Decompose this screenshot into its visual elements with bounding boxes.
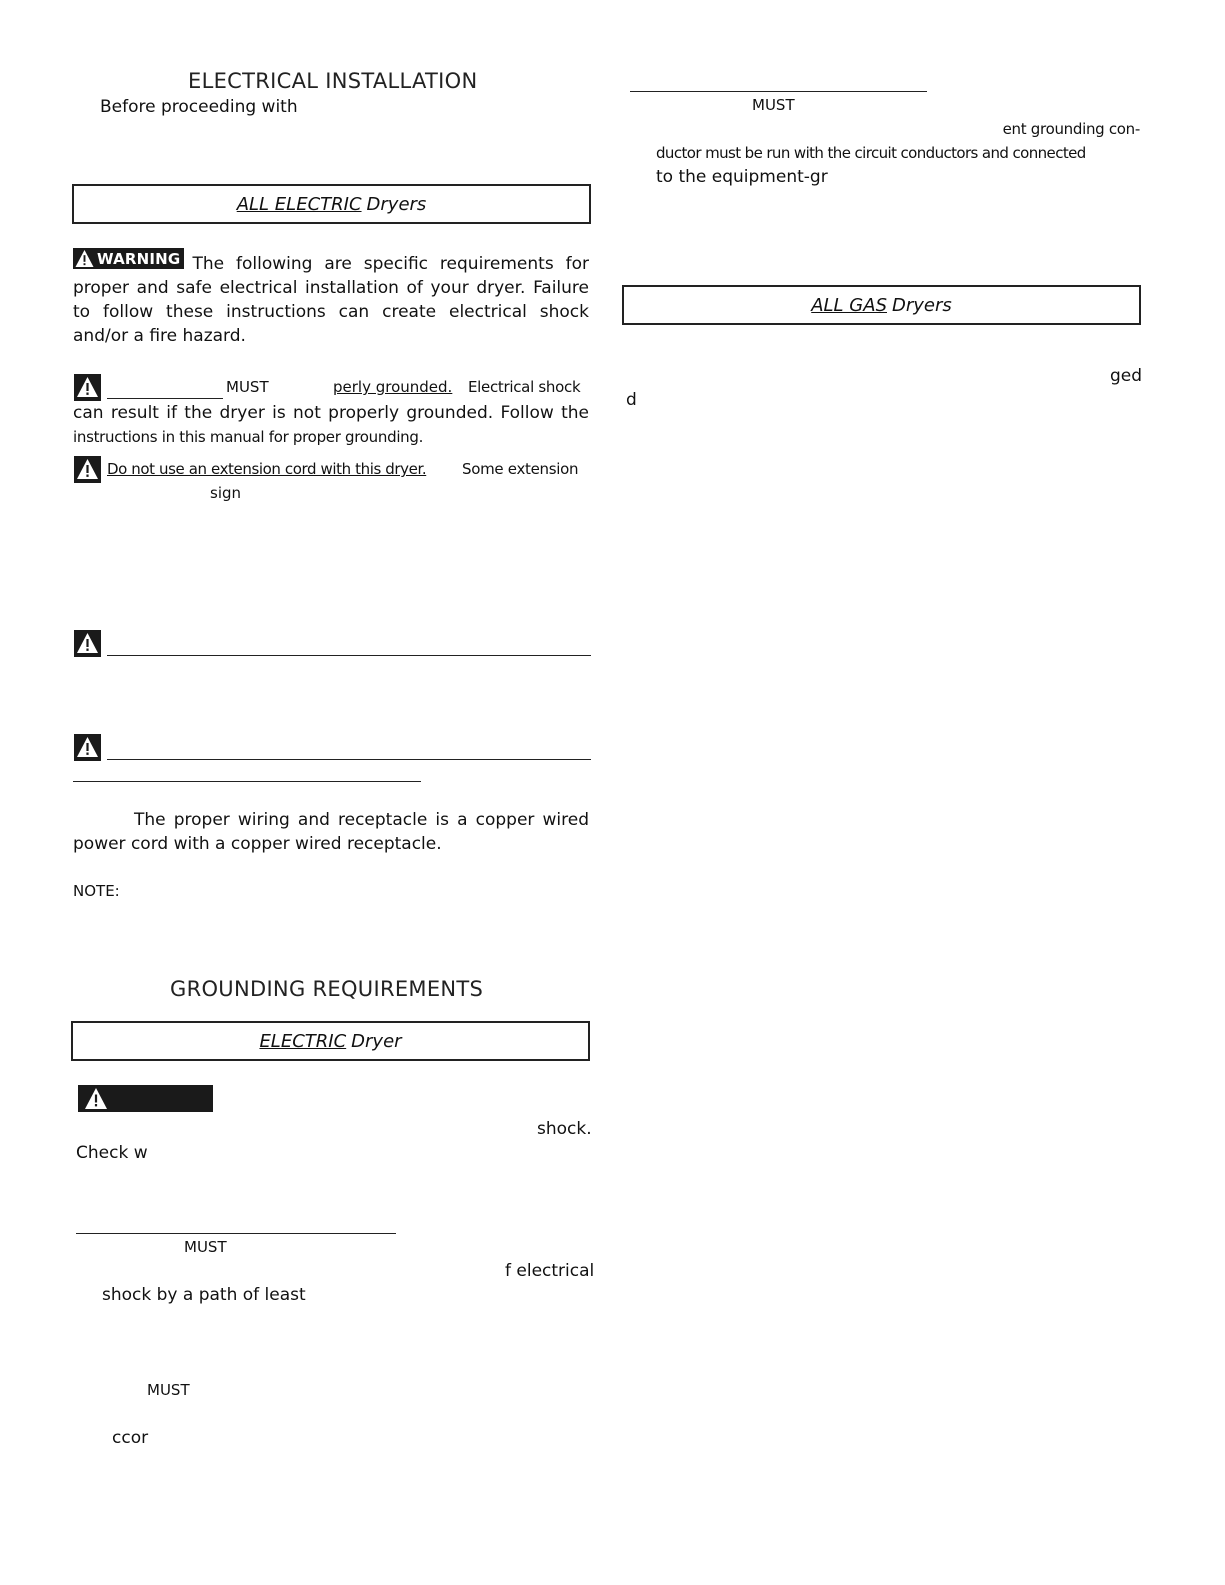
before-proceeding-text: Before proceeding with bbox=[100, 97, 298, 117]
warning-badge bbox=[73, 248, 184, 269]
box-electric-rest: Dryer bbox=[351, 1030, 402, 1052]
must-label-2: MUST bbox=[184, 1238, 227, 1256]
warning-box-icon bbox=[74, 630, 101, 657]
heading-electrical-installation: ELECTRICAL INSTALLATION bbox=[188, 69, 478, 93]
shock-fragment: shock. bbox=[537, 1119, 592, 1139]
blank-underline bbox=[107, 398, 223, 399]
warning-paragraph bbox=[73, 248, 589, 348]
warning-box-icon bbox=[74, 734, 101, 761]
box-all-electric-rest: Dryers bbox=[366, 193, 427, 215]
heading-grounding-requirements: GROUNDING REQUIREMENTS bbox=[170, 977, 484, 1001]
warning-triangle-icon bbox=[75, 249, 94, 268]
box-all-electric-underlined: ALL ELECTRIC bbox=[236, 193, 362, 215]
warning-para-line-3: and/or a fire hazard. bbox=[73, 326, 246, 346]
ged-fragment: ged bbox=[1110, 366, 1143, 386]
extension-cord-warning: Do not use an extension cord with this dryer. bbox=[107, 460, 427, 478]
proper-wiring-line-1: The proper wiring and receptacle is a copper wired bbox=[134, 810, 589, 830]
note-label: NOTE: bbox=[73, 882, 120, 900]
warning-badge-bar bbox=[78, 1085, 213, 1112]
some-extension-text: Some extension bbox=[462, 460, 579, 478]
f-electrical-fragment: f electrical bbox=[505, 1261, 595, 1281]
sign-fragment: sign bbox=[210, 484, 242, 502]
must-label-3: MUST bbox=[147, 1381, 190, 1399]
d-fragment: d bbox=[626, 390, 637, 410]
warning-box-icon bbox=[74, 374, 101, 401]
box-all-electric-dryers bbox=[72, 184, 591, 224]
warning-para-line-2: to follow these instructions can create electrical shock bbox=[73, 302, 589, 322]
blank-underline bbox=[76, 1233, 396, 1234]
proper-wiring-paragraph bbox=[73, 808, 589, 856]
grounding-paragraph bbox=[73, 401, 589, 449]
must-label-right: MUST bbox=[752, 96, 795, 114]
blank-underline bbox=[73, 781, 421, 782]
box-all-gas-dryers bbox=[622, 285, 1141, 325]
warning-para-first: The following are specific requirements for bbox=[192, 254, 589, 274]
box-all-gas-underlined: ALL GAS bbox=[811, 294, 887, 316]
proper-wiring-line-2: power cord with a copper wired receptacle. bbox=[73, 834, 442, 854]
grounding-para-line-1: can result if the dryer is not properly grounded. Follow the bbox=[73, 403, 589, 423]
grounded-tail: perly grounded. bbox=[333, 378, 453, 396]
shock-path-fragment: shock by a path of least bbox=[102, 1285, 306, 1305]
ccor-fragment: ccor bbox=[112, 1428, 149, 1448]
must-label-1: MUST bbox=[226, 378, 269, 396]
warning-para-line-1: proper and safe electrical installation of your dryer. Failure bbox=[73, 278, 589, 298]
warning-box-icon bbox=[74, 456, 101, 483]
grounding-con-fragment: ent grounding con- bbox=[1002, 120, 1140, 138]
box-electric-underlined: ELECTRIC bbox=[259, 1030, 347, 1052]
box-all-gas-rest: Dryers bbox=[892, 294, 952, 316]
box-electric-dryer bbox=[71, 1021, 590, 1061]
blank-underline bbox=[107, 655, 591, 656]
warning-badge-label: WARNING bbox=[97, 249, 181, 268]
equipment-fragment: to the equipment-gr bbox=[656, 167, 828, 187]
check-fragment: Check w bbox=[76, 1143, 148, 1163]
warning-triangle-icon bbox=[84, 1087, 108, 1110]
grounding-para-line-2: instructions in this manual for proper grounding. bbox=[73, 428, 424, 446]
electrical-shock-text: Electrical shock bbox=[468, 378, 581, 396]
blank-underline bbox=[107, 759, 591, 760]
blank-underline bbox=[630, 91, 927, 92]
conductor-line: ductor must be run with the circuit conductors and connected bbox=[656, 144, 1086, 162]
